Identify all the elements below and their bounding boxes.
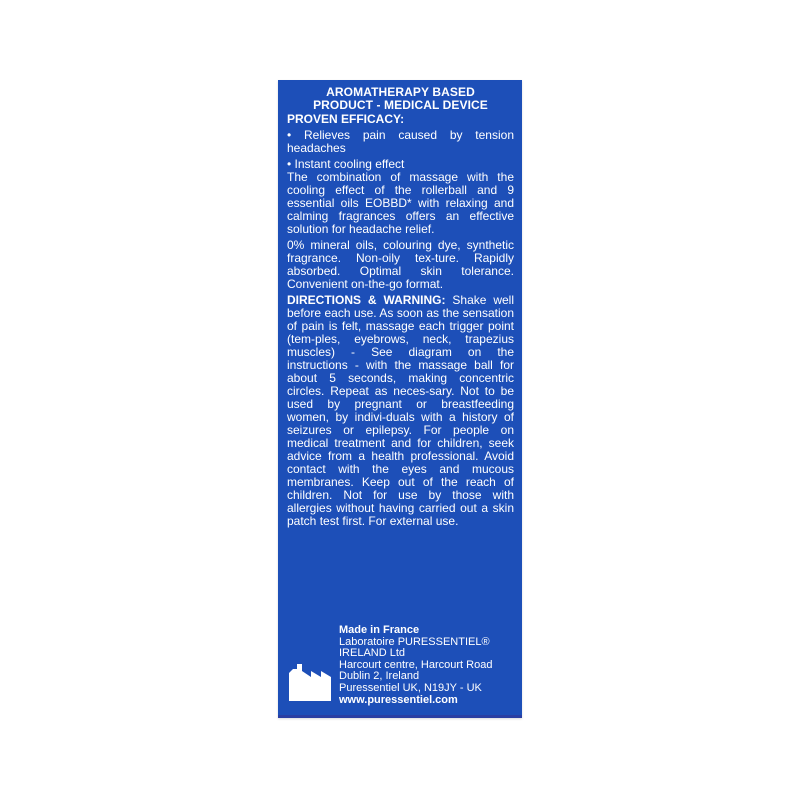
company-name-2: IRELAND Ltd bbox=[339, 647, 406, 660]
efficacy-title: PROVEN EFFICACY: bbox=[287, 112, 405, 126]
address-line: Dublin 2, Ireland bbox=[339, 670, 420, 683]
product-label-panel bbox=[278, 80, 522, 718]
made-in: Made in France bbox=[339, 624, 420, 636]
website-link[interactable]: www.puressentiel.com bbox=[339, 693, 458, 706]
directions-paragraph bbox=[287, 294, 514, 528]
description-paragraph: The combination of massage with the cooling effect of the rollerball and 9 essential oils EOBBD* with relaxing and calming fragrances offers an effective solution for headache relief. bbox=[287, 170, 514, 236]
composition-paragraph: 0% mineral oils, colouring dye, synthetic fragrance. Non-oily tex-ture. Rapidly absorbed. Optimal skin tolerance. Convenient on-the-go format. bbox=[287, 238, 514, 291]
manufacturer-footer bbox=[287, 625, 513, 715]
header-line-2: PRODUCT - MEDICAL DEVICE bbox=[313, 98, 488, 112]
address-line: Puressentiel UK, N19JY - UK bbox=[339, 681, 482, 694]
manufacturer-address bbox=[339, 625, 492, 706]
company-name: Laboratoire PURESSENTIEL® bbox=[339, 635, 490, 648]
factory-icon bbox=[287, 661, 333, 701]
efficacy-bullet: • Relieves pain caused by tension headaches bbox=[287, 128, 514, 155]
efficacy-bullet: • Instant cooling effect bbox=[287, 157, 405, 171]
bottom-stripe bbox=[278, 715, 522, 718]
product-header bbox=[287, 86, 514, 112]
directions-title: DIRECTIONS & WARNING: bbox=[287, 293, 446, 307]
address-line: Harcourt centre, Harcourt Road bbox=[339, 658, 493, 671]
header-line-1: AROMATHERAPY BASED bbox=[326, 85, 475, 99]
directions-text: Shake well before each use. As soon as the sensation of pain is felt, massage each trigger point (tem-ples, eyebrows, neck, trapezius muscles) - See diagram on the instructions - with the massage ball for about 5 seconds, making concentric circles. Repeat as neces-sary. Not to be used by pregnant or breastfeeding women, by indivi-duals with a history of seizures or epilepsy. For people on medical treatment and for children, seek advice from a health professional. Avoid contact with the eyes and mucous membranes. Keep out of the reach of children. Not for use by those with allergies without having carried out a skin patch test first. For external use. bbox=[287, 293, 514, 528]
